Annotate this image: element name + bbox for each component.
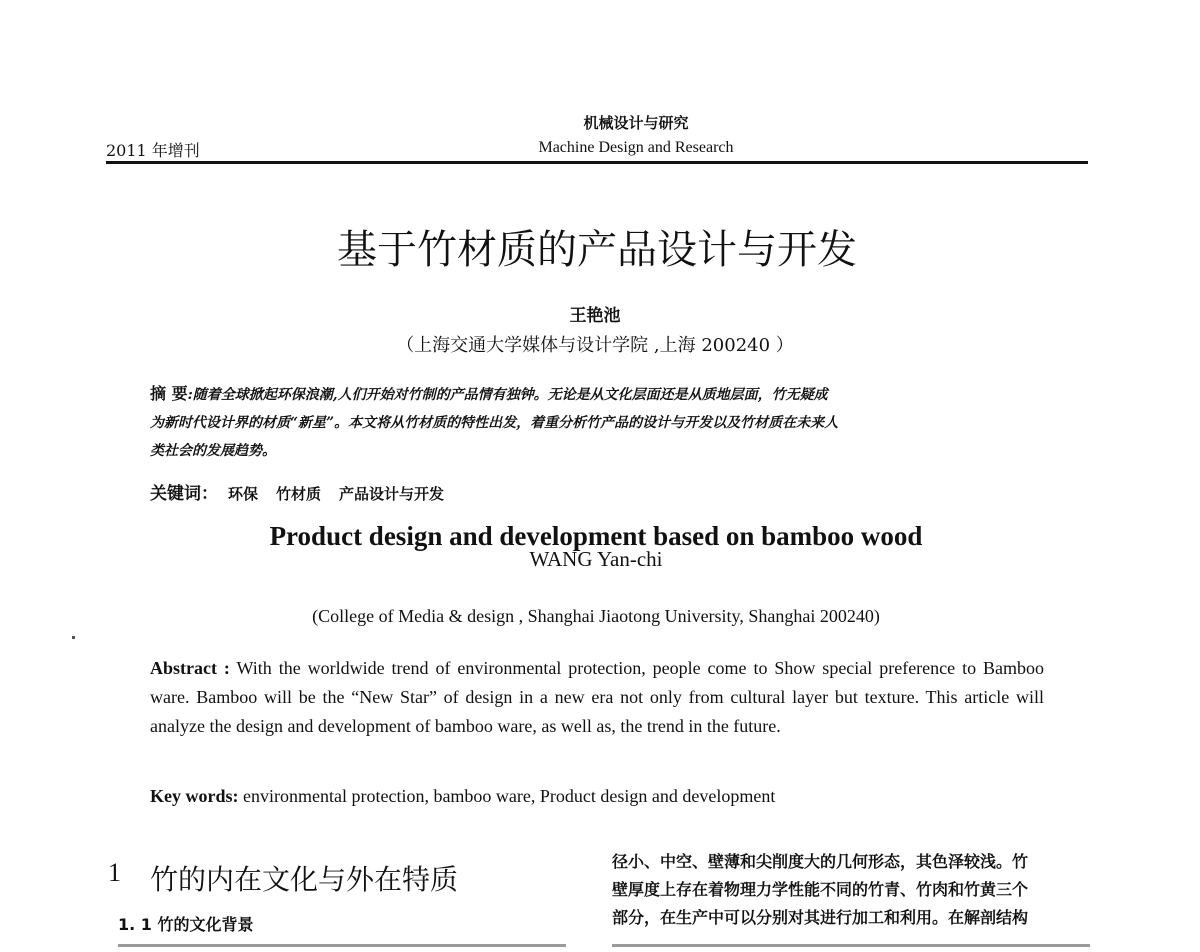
body-line: 部分，在生产中可以分别对其进行加工和利用。在解剖结构 xyxy=(612,908,1029,927)
right-column-text xyxy=(612,848,1090,932)
abstract-cn-line: 为新时代设计界的材质“新星”。本文将从竹材质的特性出发，着重分析竹产品的设计与开发以及竹材质在未来人 xyxy=(150,415,839,431)
affiliation-en: (College of Media & design , Shanghai Jiaotong University, Shanghai 200240) xyxy=(312,606,880,626)
keyword-cn: 竹材质 xyxy=(276,485,322,503)
journal-title-cn: 机械设计与研究 xyxy=(583,114,689,132)
paper-title-cn: 基于竹材质的产品设计与开发 xyxy=(337,227,857,273)
cropped-text-line xyxy=(118,940,566,950)
author-en: WANG Yan-chi xyxy=(529,547,663,571)
keywords-cn xyxy=(150,479,444,504)
subsection-title: 1. 1 竹的文化背景 xyxy=(118,915,254,934)
keywords-en-text: environmental protection, bamboo ware, Product design and development xyxy=(243,786,776,806)
abstract-en-text: With the worldwide trend of environmental protection, people come to Show special preference to Bamboo ware. Bamboo will be the “New Star” of design in a new era not only from cultural layer but texture. This article will analyze the design and development of bamboo ware, as well as, the trend in the future. xyxy=(150,658,1044,736)
abstract-cn-line: :随着全球掀起环保浪潮,人们开始对竹制的产品情有独钟。无论是从文化层面还是从质地层面，竹无疑成 xyxy=(187,387,828,403)
abstract-en-label: Abstract : xyxy=(150,658,230,678)
body-line: 径小、中空、壁薄和尖削度大的几何形态，其色泽较浅。竹 xyxy=(612,852,1029,871)
journal-title-en: Machine Design and Research xyxy=(538,139,734,156)
scan-speck xyxy=(72,636,75,639)
keywords-cn-label: 关键词： xyxy=(150,484,218,504)
keyword-cn: 产品设计与开发 xyxy=(339,485,445,503)
body-line: 壁厚度上存在着物理力学性能不同的竹青、竹肉和竹黄三个 xyxy=(612,880,1029,899)
abstract-cn xyxy=(150,380,1050,465)
affiliation-cn: （上海交通大学媒体与设计学院 ,上海 200240 ） xyxy=(396,335,794,356)
keywords-en-label: Key words: xyxy=(150,786,239,806)
section-title: 竹的内在文化与外在特质 xyxy=(150,863,459,896)
abstract-en xyxy=(150,654,1044,741)
abstract-cn-line: 类社会的发展趋势。 xyxy=(150,443,276,459)
keyword-cn: 环保 xyxy=(228,485,259,503)
paper-title-en: Product design and development based on bamboo wood xyxy=(269,521,923,551)
abstract-cn-label: 摘 要 xyxy=(150,384,188,403)
section-number: 1 xyxy=(108,858,121,887)
cropped-text-line xyxy=(612,940,1090,950)
header-rule xyxy=(106,161,1088,164)
author-cn: 王艳池 xyxy=(569,306,621,326)
keywords-en xyxy=(150,786,775,807)
issue-label: 2011 年增刊 xyxy=(106,141,200,160)
